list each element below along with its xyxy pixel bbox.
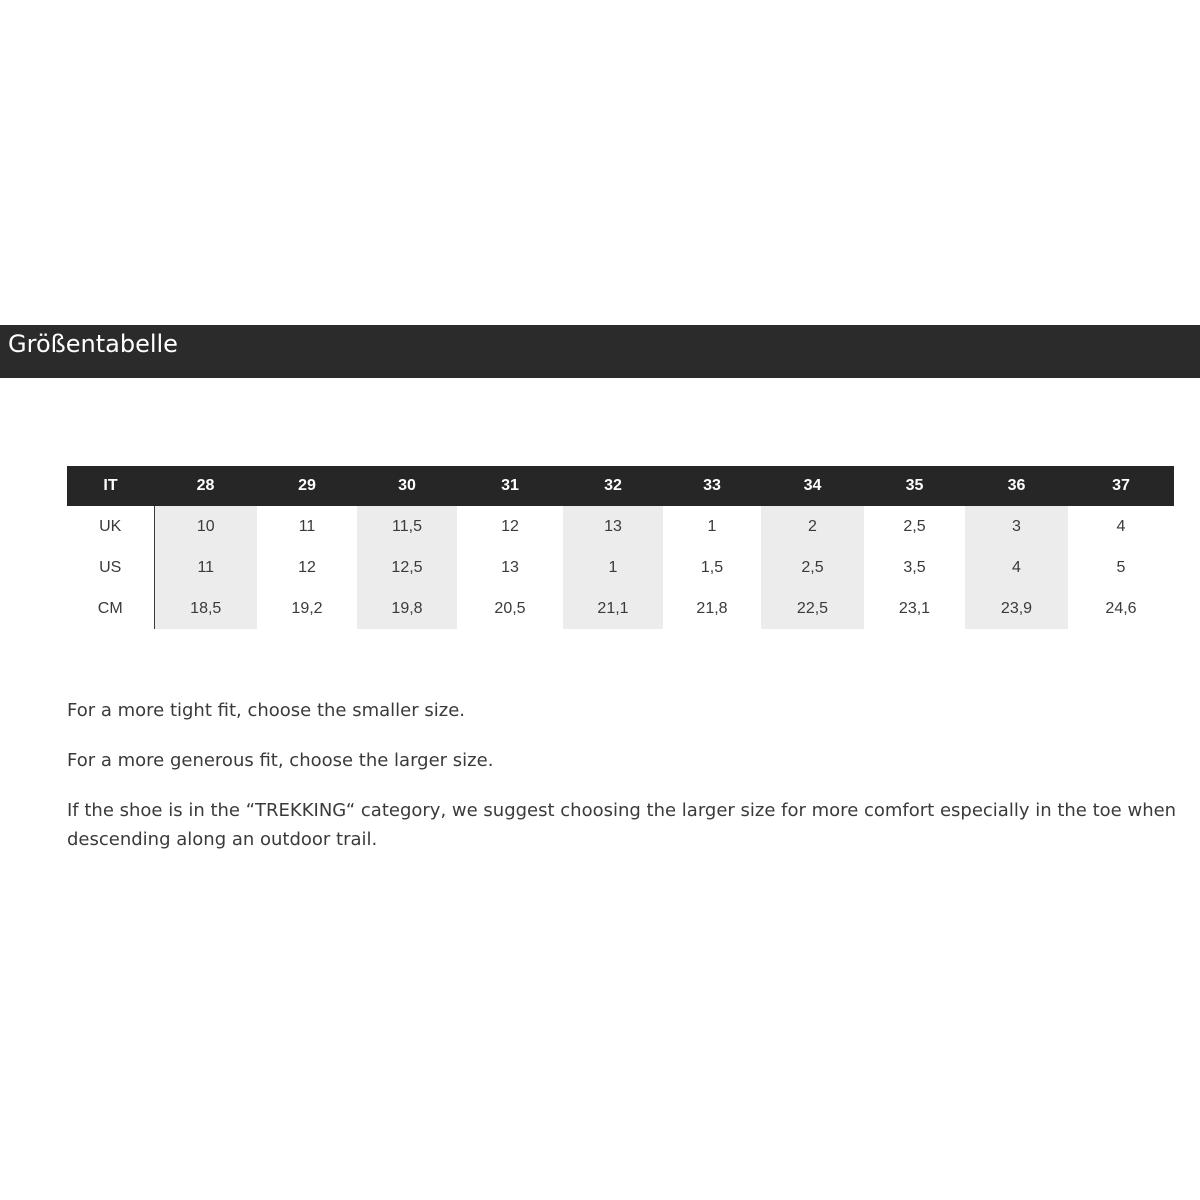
header-cell-size: 34 xyxy=(761,466,864,506)
table-cell: 22,5 xyxy=(761,588,864,629)
table-cell: 4 xyxy=(1116,517,1126,535)
table-row xyxy=(67,506,1174,547)
table-cell: 18,5 xyxy=(154,588,257,629)
table-cell: 4 xyxy=(965,547,1068,588)
note-generous-fit: For a more generous fit, choose the larger size. xyxy=(67,750,494,771)
header-cell-size: 30 xyxy=(357,466,457,506)
table-cell: 19,2 xyxy=(291,599,323,617)
header-cell-it: IT xyxy=(67,466,154,506)
table-cell: 2,5 xyxy=(761,547,864,588)
table-cell: 1 xyxy=(563,547,663,588)
table-cell: 12 xyxy=(501,517,519,535)
table-cell: 2,5 xyxy=(903,517,926,535)
table-cell: 21,8 xyxy=(696,599,728,617)
size-table xyxy=(67,466,1174,629)
table-cell: 1,5 xyxy=(700,558,724,576)
row-label-us: US xyxy=(67,547,154,588)
page-title: Größentabelle xyxy=(8,330,178,358)
table-cell: 13 xyxy=(563,506,663,547)
table-cell: 3 xyxy=(965,506,1068,547)
table-cell: 1 xyxy=(707,517,717,535)
table-row xyxy=(67,547,1174,588)
table-cell: 3,5 xyxy=(903,558,926,576)
row-label-cm: CM xyxy=(67,588,154,629)
fit-notes xyxy=(67,696,1177,875)
table-cell: 12 xyxy=(298,558,316,576)
header-cell-size: 29 xyxy=(257,466,357,506)
header-cell-size: 35 xyxy=(864,466,965,506)
table-cell: 13 xyxy=(501,558,519,576)
table-cell: 19,8 xyxy=(357,588,457,629)
note-trekking: If the shoe is in the “TREKKING“ category, we suggest choosing the larger size for more comfort especially in the toe when descending along an outdoor trail. xyxy=(67,800,1177,850)
table-row xyxy=(67,588,1174,629)
header-cell-size: 37 xyxy=(1068,466,1174,506)
title-bar xyxy=(0,325,1200,378)
table-cell: 12,5 xyxy=(357,547,457,588)
header-cell-size: 32 xyxy=(563,466,663,506)
table-cell: 10 xyxy=(154,506,257,547)
table-cell: 24,6 xyxy=(1105,599,1137,617)
header-cell-size: 31 xyxy=(457,466,563,506)
table-cell: 23,9 xyxy=(965,588,1068,629)
header-cell-size: 36 xyxy=(965,466,1068,506)
table-cell: 2 xyxy=(761,506,864,547)
row-label-uk: UK xyxy=(67,506,154,547)
table-cell: 11 xyxy=(298,517,316,535)
table-cell: 21,1 xyxy=(563,588,663,629)
table-header-row xyxy=(67,466,1174,506)
table-cell: 11 xyxy=(154,547,257,588)
table-cell: 20,5 xyxy=(494,599,526,617)
table-cell: 23,1 xyxy=(898,599,931,617)
note-tight-fit: For a more tight fit, choose the smaller size. xyxy=(67,700,465,721)
table-cell: 5 xyxy=(1116,558,1126,576)
table-cell: 11,5 xyxy=(357,506,457,547)
header-cell-size: 33 xyxy=(663,466,761,506)
header-cell-size: 28 xyxy=(154,466,257,506)
